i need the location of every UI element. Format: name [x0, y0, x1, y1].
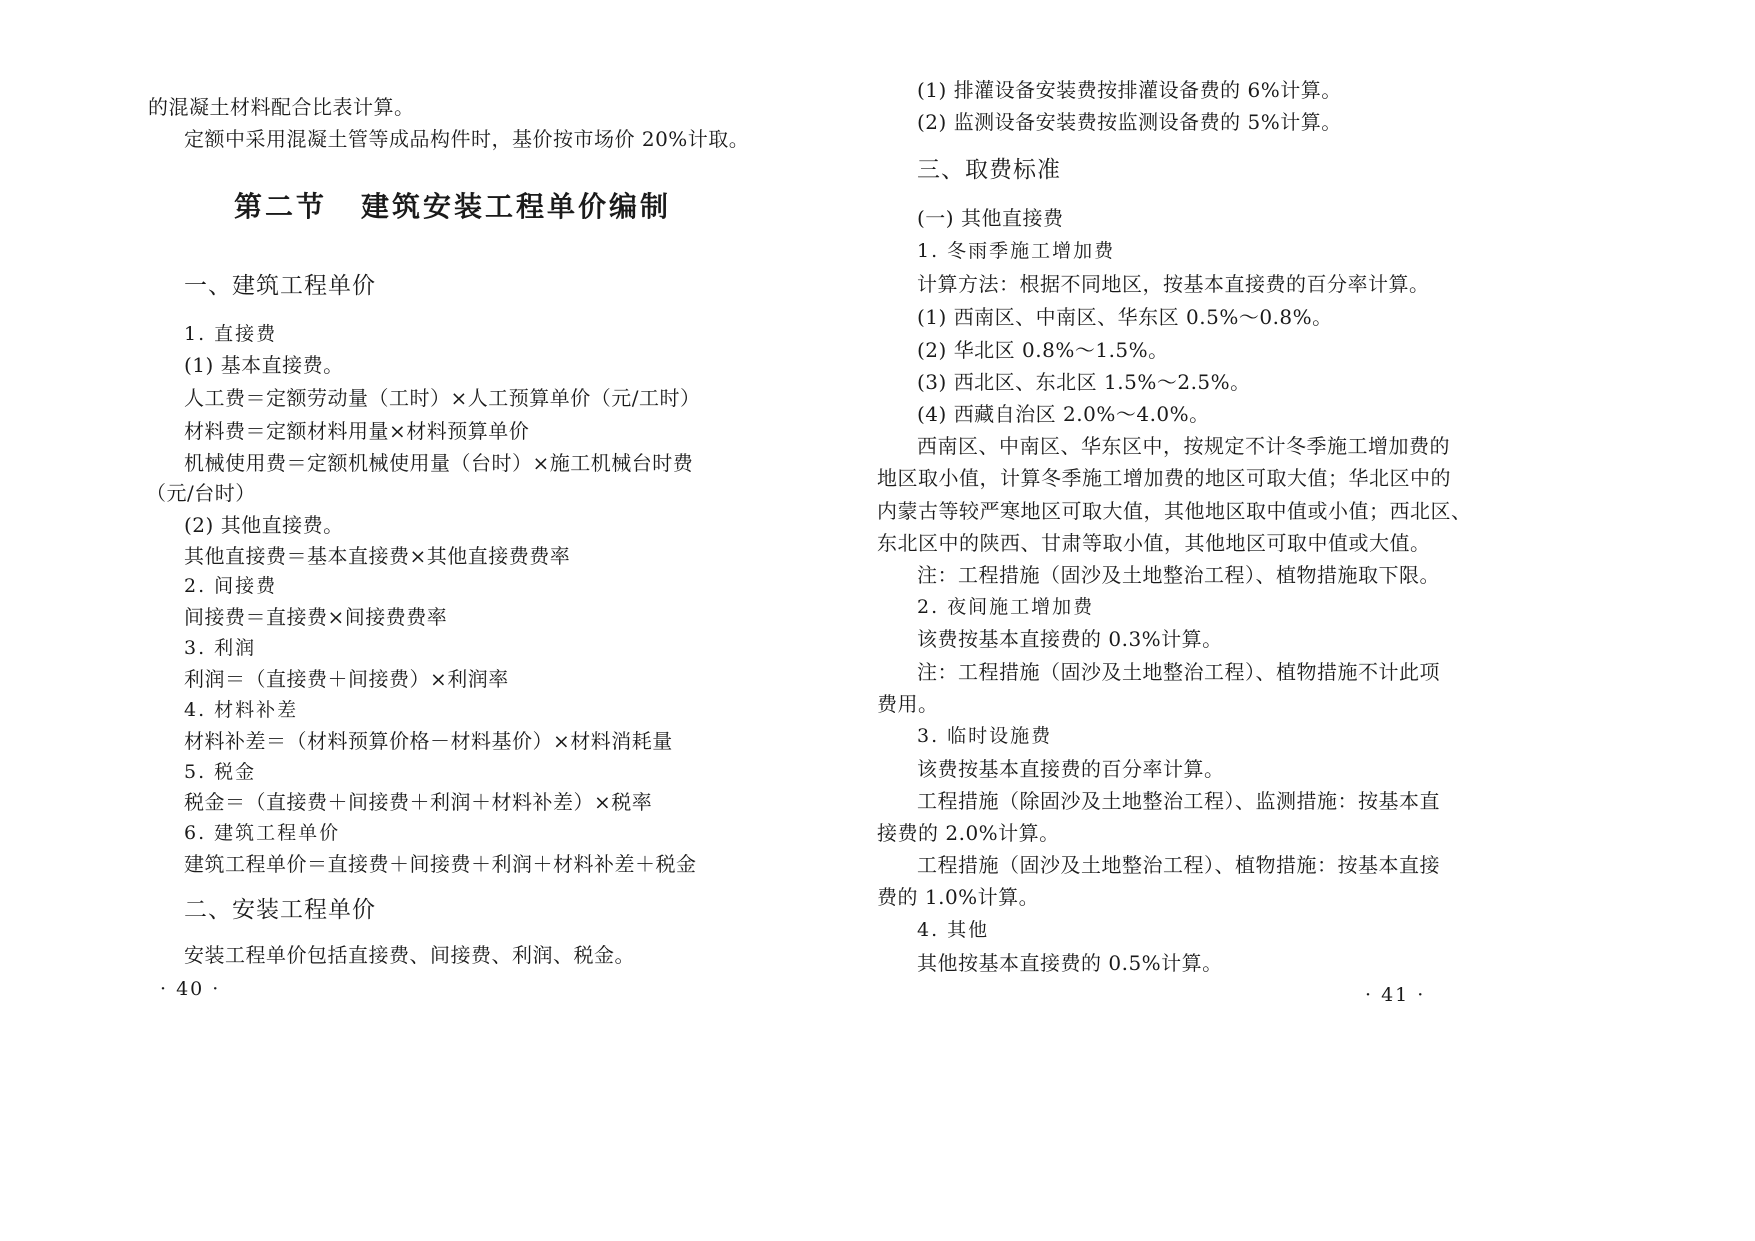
text-line: (3) 西北区、东北区 1.5%～2.5%。 — [917, 370, 1251, 394]
text-line: 其他按基本直接费的 0.5%计算。 — [917, 951, 1223, 975]
formula-line: 间接费＝直接费×间接费费率 — [184, 605, 448, 629]
text-line: 内蒙古等较严寒地区可取大值，其他地区取中值或小值；西北区、 — [877, 499, 1472, 523]
section-title-text: 建筑安装工程单价编制 — [361, 190, 672, 223]
formula-line: 其他直接费＝基本直接费×其他直接费费率 — [184, 544, 571, 568]
formula-line: 建筑工程单价＝直接费＋间接费＋利润＋材料补差＋税金 — [184, 852, 697, 876]
text-line: 东北区中的陕西、甘肃等取小值，其他地区可取中值或大值。 — [877, 531, 1431, 555]
text-line: (2) 华北区 0.8%～1.5%。 — [917, 338, 1169, 362]
formula-line: 机械使用费＝定额机械使用量（台时）×施工机械台时费 — [184, 451, 694, 475]
text-line: (1) 基本直接费。 — [184, 353, 344, 377]
sub-heading: 3. 利润 — [184, 637, 257, 659]
text-line: 地区取小值，计算冬季施工增加费的地区可取大值；华北区中的 — [877, 466, 1451, 490]
formula-line: 利润＝（直接费＋间接费）×利润率 — [184, 667, 509, 691]
text-line: 的混凝土材料配合比表计算。 — [148, 95, 415, 119]
page-number: · 41 · — [1365, 984, 1426, 1006]
formula-line: 税金＝（直接费＋间接费＋利润＋材料补差）×税率 — [184, 790, 653, 814]
formula-line: 材料费＝定额材料用量×材料预算单价 — [184, 419, 530, 443]
sub-heading: 1. 直接费 — [184, 323, 278, 345]
text-line: 计算方法：根据不同地区，按基本直接费的百分率计算。 — [917, 272, 1430, 296]
right-page — [877, 0, 1755, 1241]
text-line: (1) 排灌设备安装费按排灌设备费的 6%计算。 — [917, 78, 1342, 102]
sub-heading: 5. 税金 — [184, 761, 257, 783]
formula-line: （元/台时） — [146, 481, 256, 505]
formula-line: 材料补差＝（材料预算价格－材料基价）×材料消耗量 — [184, 729, 673, 753]
note-line: 注：工程措施（固沙及土地整治工程）、植物措施取下限。 — [917, 563, 1440, 587]
left-page — [0, 0, 877, 1241]
section-title-number: 第二节 — [234, 190, 328, 223]
section-title — [234, 190, 671, 224]
text-line: 定额中采用混凝土管等成品构件时，基价按市场价 20%计取。 — [184, 127, 750, 151]
formula-line: 人工费＝定额劳动量（工时）×人工预算单价（元/工时） — [184, 386, 701, 410]
text-line: 西南区、中南区、华东区中，按规定不计冬季施工增加费的 — [917, 434, 1450, 458]
text-line: (4) 西藏自治区 2.0%～4.0%。 — [917, 402, 1210, 426]
note-line: 注：工程措施（固沙及土地整治工程）、植物措施不计此项 — [917, 660, 1440, 684]
text-line: 工程措施（固沙及土地整治工程）、植物措施：按基本直接 — [917, 853, 1440, 877]
sub-heading: (一) 其他直接费 — [917, 206, 1064, 230]
sub-heading: 1. 冬雨季施工增加费 — [917, 240, 1116, 262]
heading: 一、建筑工程单价 — [184, 273, 376, 299]
text-line: (2) 其他直接费。 — [184, 513, 344, 537]
text-line: 该费按基本直接费的百分率计算。 — [917, 757, 1225, 781]
text-line: 接费的 2.0%计算。 — [877, 821, 1060, 845]
page-number: · 40 · — [160, 978, 221, 1000]
sub-heading: 4. 材料补差 — [184, 699, 299, 721]
sub-heading: 3. 临时设施费 — [917, 725, 1053, 747]
sub-heading: 2. 夜间施工增加费 — [917, 596, 1095, 618]
sub-heading: 2. 间接费 — [184, 575, 278, 597]
text-line: 安装工程单价包括直接费、间接费、利润、税金。 — [184, 943, 635, 967]
text-line: (1) 西南区、中南区、华东区 0.5%～0.8%。 — [917, 305, 1333, 329]
text-line: 费的 1.0%计算。 — [877, 885, 1040, 909]
sub-heading: 6. 建筑工程单价 — [184, 822, 341, 844]
text-line: 费用。 — [877, 692, 939, 716]
heading: 三、取费标准 — [917, 157, 1061, 183]
text-line: 工程措施（除固沙及土地整治工程）、监测措施：按基本直 — [917, 789, 1440, 813]
text-line: (2) 监测设备安装费按监测设备费的 5%计算。 — [917, 110, 1342, 134]
heading: 二、安装工程单价 — [184, 897, 376, 923]
sub-heading: 4. 其他 — [917, 919, 990, 941]
text-line: 该费按基本直接费的 0.3%计算。 — [917, 627, 1223, 651]
